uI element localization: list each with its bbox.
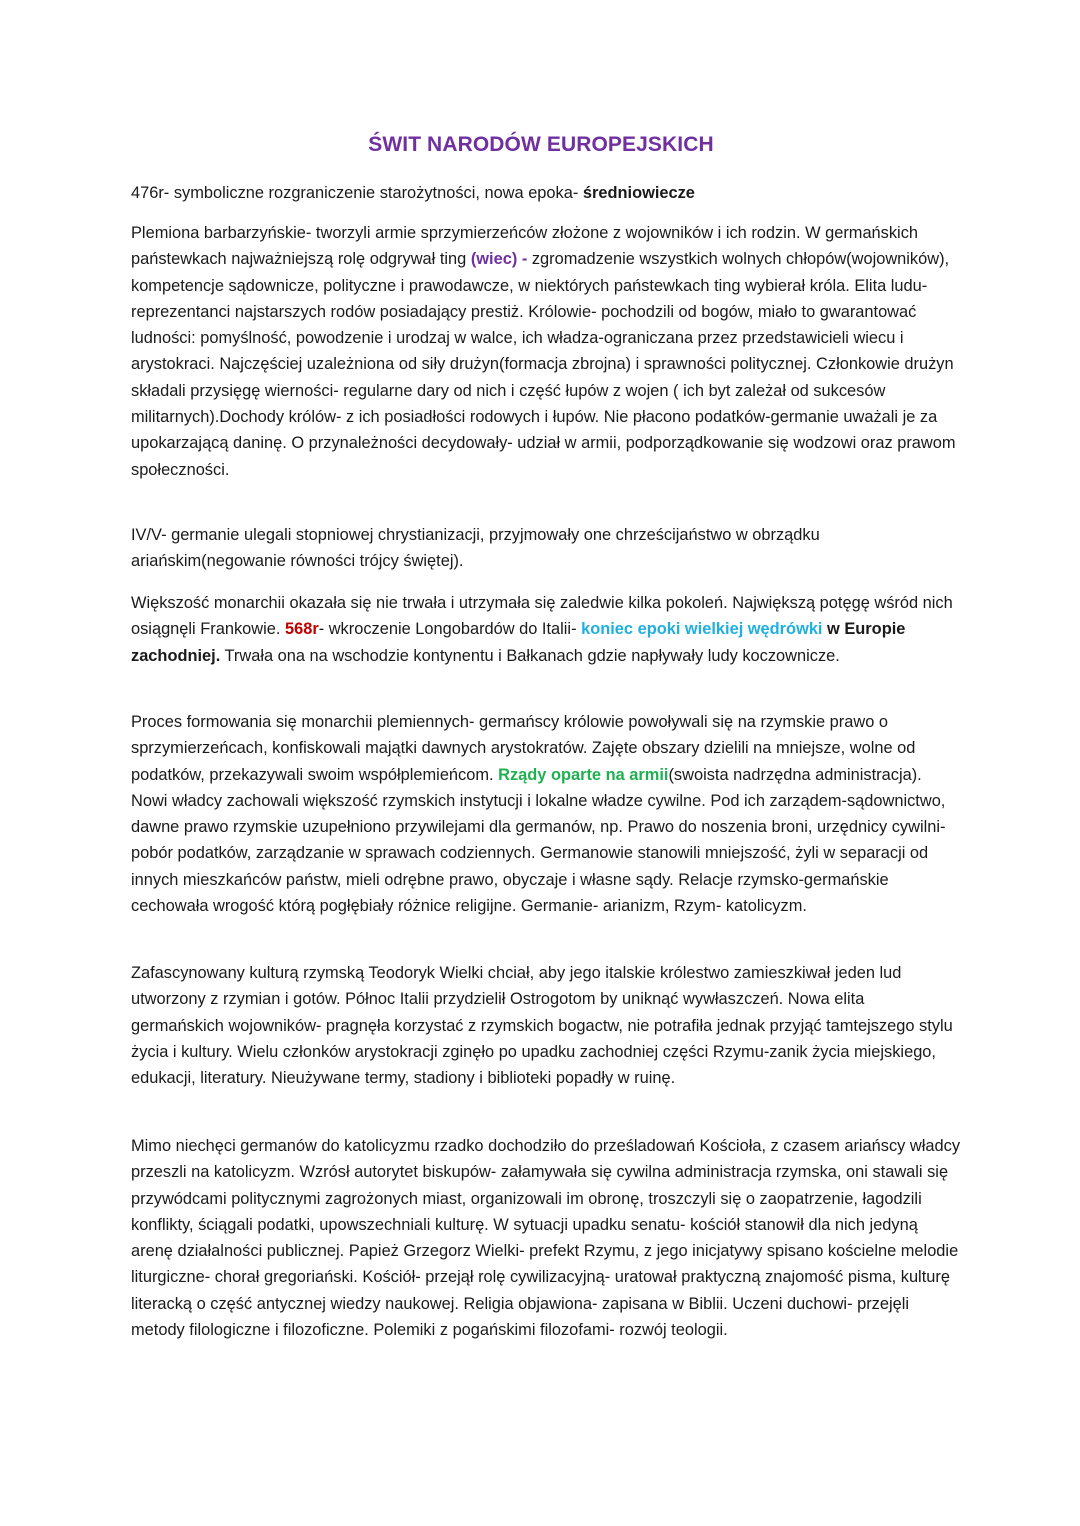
paragraph-barbarian-tribes: [131, 220, 961, 483]
highlight-date-568: 568r: [284, 620, 319, 639]
text: Proces formowania się monarchii plemiennych- germańscy królowie powoływali się na rzymskie prawo o sprzymierzeńcach, konfiskowali majątki dawnych arystokratów. Zajęte obszary dzielili na mniejsze, wolne od podatków, przekazywali swoim współplemieńcom.: [131, 713, 916, 784]
paragraph-monarchies: [131, 590, 961, 669]
text: Większość monarchii okazała się nie trwała i utrzymała się zaledwie kilka pokoleń. Największą potęgę wśród nich osiągnęli Frankowie.: [131, 594, 953, 639]
highlight-sredniowiecze: średniowiecze: [582, 184, 695, 202]
paragraph-intro: [131, 180, 961, 206]
text: zgromadzenie wszystkich wolnych chłopów(wojowników), kompetencje sądownicze, polityczne i prawodawcze, w niektórych państewkach ting wybierał króla. Elita ludu- reprezentanci najstarszych rodów posiadający prestiż. Królowie- pochodzili od bogów, miało to gwarantować ludności: pomyślność, powodzenie i urodzaj w walce, ich władza-ograniczana przez przedstawicieli wiecu i arystokraci. Najczęściej uzależniona od siły drużyn(formacja zbrojna) i sprawności politycznej. Członkowie drużyn składali przysięgę wierności- regularne dary od nich i część łupów z wojen ( ich byt zależał od sukcesów militarnych).Dochody królów- z ich posiadłości rodowych i łupów. Nie płacono podatków-germanie uważali je za upokarzającą daninę. O przynależności decydowały- udział w armii, podporządkowanie się wodzowi oraz prawom społeczności.: [131, 250, 956, 479]
paragraph-theodoric: Zafascynowany kulturą rzymską Teodoryk Wielki chciał, aby jego italskie królestwo zamieszkiwał jeden lud utworzony z rzymian i gotów. Północ Italii przydzielił Ostrogotom by uniknąć wywłaszczeń. Nowa elita germańskich wojowników- pragnęła korzystać z rzymskich bogactw, nie potrafiła jednak przyjąć tamtejszego stylu życia i kultury. Wielu członków arystokracji zginęło po upadku zachodniej części Rzymu-zanik życia miejskiego, edukacji, literatury. Nieużywane termy, stadiony i biblioteki popadły w ruinę.: [131, 964, 953, 1088]
paragraph-christianization: IV/V- germanie ulegali stopniowej chrystianizacji, przyjmowały one chrześcijaństwo w obrządku ariańskim(negowanie równości trójcy świętej).: [131, 526, 820, 571]
text: - wkroczenie Longobardów do Italii-: [318, 620, 582, 639]
paragraph-church: Mimo niechęci germanów do katolicyzmu rzadko dochodziło do prześladowań Kościoła, z czasem ariańscy władcy przeszli na katolicyzm. Wzrósł autorytet biskupów- załamywała się cywilna administracja rzymska, oni stawali się przywódcami politycznymi zagrożonych miast, organizowali im obronę, troszczyli się o zaopatrzenie, łagodzili konflikty, ściągali podatki, upowszechniali kulturę. W sytuacji upadku senatu- kościół stanowił dla nich jedyną arenę działalności publicznej. Papież Grzegorz Wielki- prefekt Rzymu, z jego inicjatywy spisano kościelne melodie liturgiczne- chorał gregoriański. Kościół- przejął rolę cywilizacyjną- uratował praktyczną znajomość pisma, kulturę literacką o część antycznej wiedzy naukowej. Religia objawiona- zapisana w Biblii. Uczeni duchowi- przejęli metody filologiczne i filozoficzne. Polemiki z pogańskimi filozofami- rozwój teologii.: [131, 1137, 961, 1340]
paragraph-formation: [131, 709, 961, 919]
text: (swoista nadrzędna administracja). Nowi władcy zachowali większość rzymskich instytucji i lokalne władze cywilne. Pod ich zarządem-sądownictwo, dawne prawo rzymskie uzupełniono przywilejami dla germanów, np. Prawo do noszenia broni, urzędnicy cywilni- pobór podatków, zarządzanie w sprawach codziennych. Germanowie stanowili mniejszość, żyli w separacji od innych mieszkańców państw, mieli odrębne prawo, obyczaje i własne sądy. Relacje rzymsko-germańskie cechowała wrogość którą pogłębiały różnice religijne. Germanie- arianizm, Rzym- katolicyzm.: [131, 765, 946, 916]
text: Plemiona barbarzyńskie- tworzyli armie sprzymierzeńców złożone z wojowników i ich rodzin. W germańskich państewkach najważniejszą rolę odgrywał ting: [131, 224, 919, 269]
highlight-end-of-migration: koniec epoki wielkiej wędrówki: [581, 620, 823, 639]
highlight-army-rule: Rządy oparte na armii: [498, 765, 669, 784]
highlight-western-europe: w Europie zachodniej.: [131, 620, 906, 665]
highlight-wiec: (wiec) -: [470, 250, 528, 269]
text: 476r- symboliczne rozgraniczenie starożytności, nowa epoka-: [131, 184, 583, 202]
page-title: ŚWIT NARODÓW EUROPEJSKICH: [368, 133, 714, 156]
text: Trwała ona na wschodzie kontynentu i Bałkanach gdzie napływały ludy koczownicze.: [220, 646, 840, 665]
